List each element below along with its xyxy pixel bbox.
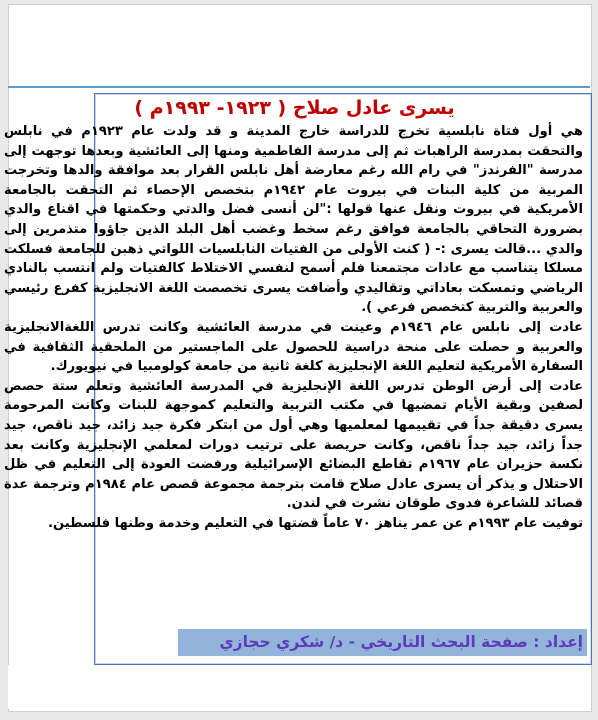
author-credit-banner: إعداد : صفحة البحث التاريخي - د/ شكري حجازي (178, 629, 587, 656)
article-content (0, 96, 589, 533)
paragraph-career: عادت إلى أرض الوطن تدرس اللغة الإنجليزية في المدرسة العائشية وتعلم ستة حصص لصفين وبقية الأيام تمضيها في مكتب التربية والتعليم كموجهة للبنات وكانت المرحومة يسرى دقيقة جداً في تقييمها لمعلميها وهي أول من ابتكر فكرة جيد زائد، جيد ناقص، جيد جداً زائد، جيد جداً ناقص، وكانت حريصة على ترتيب دورات لمعلمي الإنجليزية وكانت بعد نكسة حزيران عام ١٩٦٧م تقاطع البضائع الإسرائيلية ورفضت العودة إلى التعليم في ظل الاحتلال و يذكر أن يسرى عادل صلاح قامت بترجمة مجموعة قصص عام ١٩٨٤م وترجمة عدة قصائد للشاعرة فدوى طوقان نشرت في لندن. (4, 378, 583, 512)
article-body (0, 122, 589, 533)
article-title: يسرى عادل صلاح ( ١٩٢٣- ١٩٩٣م ) (134, 97, 455, 119)
top-divider (8, 86, 590, 88)
bottom-margin (8, 665, 590, 709)
paragraph-return-nablus: عادت إلى نابلس عام ١٩٤٦م وعينت في مدرسة العائشية وكانت تدرس اللغةالانجليزية والعربية و حصلت على منحة دراسية للحصول على الماجستير من الملحقية الثقافية في السفارة الأمريكية لتعليم اللغة الإنجليزية كلغة ثانية من جامعة كولومبيا في نيويورك. (4, 319, 583, 375)
paragraph-education: هي أول فتاة نابلسية تخرج للدراسة خارج المدينة و قد ولدت عام ١٩٢٣م في نابلس والتحقت بمدرسة الراهبات ثم إلى مدرسة الفاطمية ومنها إلى العائشية وبعدها توجهت إلى مدرسة "الفرندز" في رام الله رغم معارضة أهل نابلس القرار بعد موافقة والدها وتخرجت المربية من كلية البنات في بيروت عام ١٩٤٢م بتخصص الإحصاء ثم التحقت بالجامعة الأمريكية في بيروت ونقل عنها قولها :"لن أنسى فضل والدتي وحكمتها في اقناع والدي بضرورة التحاقي بالجامعة فوافق رغم سخط وغضب أهل البلد الذين جاؤوا متذمرين إلى والدي ...قالت يسرى :- ( كنت الأولى من الفتيات النابلسيات اللواتي ذهبن للجامعة فسلكت مسلكا يتناسب مع عادات مجتمعنا فلم أسمح لنفسي الاختلاط كالفتيات ولم انتسب بالنادي الرياضي وتمسكت بعاداتي وتقاليدي وأضافت يسرى تخصصت اللغة الانجليزية كفرع رئيسي والعربية والتربية كتخصص فرعي ). (4, 124, 583, 316)
paragraph-death: توفيت عام ١٩٩٣م عن عمر يناهز ٧٠ عاماً قضتها في التعليم وخدمة وطنها فلسطين. (47, 515, 583, 531)
